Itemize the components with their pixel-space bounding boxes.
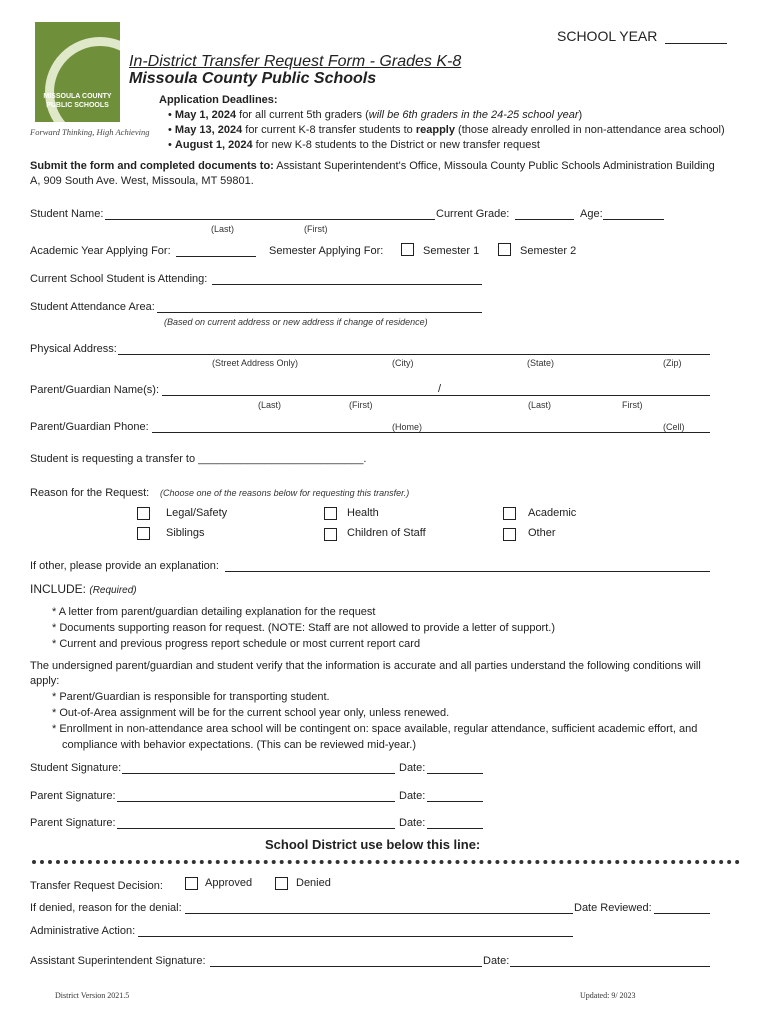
- legal-safety-label: Legal/Safety: [166, 507, 228, 519]
- current-school-label: Current School Student is Attending:: [30, 273, 208, 285]
- condition-item-cont: compliance with behavior expectations. (This can be reviewed mid-year.): [62, 739, 416, 751]
- semester2-checkbox[interactable]: [498, 243, 511, 256]
- denied-checkbox[interactable]: [275, 877, 288, 890]
- guardian-first-caption: (First): [349, 400, 373, 410]
- parent-date-label: Date:: [399, 790, 426, 802]
- city-caption: (City): [392, 358, 414, 368]
- attendance-area-label: Student Attendance Area:: [30, 301, 155, 313]
- physical-address-field[interactable]: [118, 354, 710, 355]
- parent2-date-field[interactable]: [427, 828, 483, 829]
- explanation-field[interactable]: [225, 571, 710, 572]
- transfer-to-line[interactable]: Student is requesting a transfer to ___________________________.: [30, 453, 367, 465]
- state-caption: (State): [527, 358, 555, 368]
- other-checkbox[interactable]: [503, 528, 516, 541]
- approved-checkbox[interactable]: [185, 877, 198, 890]
- guardian-last-caption: (Last): [258, 400, 282, 410]
- deadline-item: • May 1, 2024 for all current 5th graders (will be 6th graders in the 24-25 school year): [168, 109, 583, 121]
- district-name: Missoula County Public Schools: [129, 70, 377, 87]
- student-name-field[interactable]: [105, 219, 435, 220]
- denied-reason-field[interactable]: [185, 913, 573, 914]
- parent-signature-field[interactable]: [117, 801, 395, 802]
- admin-action-field[interactable]: [138, 936, 573, 937]
- guardian2-first-caption: First): [622, 400, 643, 410]
- zip-caption: (Zip): [663, 358, 682, 368]
- date-reviewed-label: Date Reviewed:: [574, 902, 652, 914]
- current-school-field[interactable]: [212, 284, 482, 285]
- attendance-note: (Based on current address or new address if change of residence): [164, 317, 428, 327]
- dotted-divider: [32, 860, 740, 864]
- children-of-staff-checkbox[interactable]: [324, 528, 337, 541]
- guardian-names-label: Parent/Guardian Name(s):: [30, 384, 159, 396]
- asst-date-field[interactable]: [510, 966, 710, 967]
- parent-date-field[interactable]: [427, 801, 483, 802]
- academic-year-label: Academic Year Applying For:: [30, 245, 171, 257]
- date-reviewed-field[interactable]: [654, 913, 710, 914]
- admin-action-label: Administrative Action:: [30, 925, 136, 937]
- first-caption: (First): [304, 224, 328, 234]
- submit-instructions: Submit the form and completed documents to: Assistant Superintendent's Office, Missoula County Public Schools Administration Building: [30, 160, 715, 172]
- condition-item: * Out-of-Area assignment will be for the current school year only, unless renewed.: [52, 707, 450, 719]
- logo-text: MISSOULA COUNTY PUBLIC SCHOOLS: [43, 93, 112, 109]
- other-label: Other: [528, 527, 556, 539]
- parent2-date-label: Date:: [399, 817, 426, 829]
- guardian-names-field[interactable]: [162, 395, 710, 396]
- form-title: In-District Transfer Request Form - Grades K-8: [129, 53, 462, 70]
- current-grade-field[interactable]: [515, 219, 574, 220]
- academic-checkbox[interactable]: [503, 507, 516, 520]
- version-footer: District Version 2021.5: [55, 991, 130, 1000]
- reason-label: Reason for the Request:: [30, 487, 150, 499]
- physical-address-label: Physical Address:: [30, 343, 117, 355]
- current-grade-label: Current Grade:: [436, 208, 510, 220]
- district-use-heading: School District use below this line:: [265, 837, 481, 852]
- student-signature-label: Student Signature:: [30, 762, 122, 774]
- semester1-label: Semester 1: [423, 245, 480, 257]
- siblings-checkbox[interactable]: [137, 527, 150, 540]
- approved-label: Approved: [205, 877, 253, 889]
- updated-footer: Updated: 9/ 2023: [580, 991, 636, 1000]
- deadlines-heading: Application Deadlines:: [159, 94, 278, 106]
- legal-safety-checkbox[interactable]: [137, 507, 150, 520]
- denied-reason-label: If denied, reason for the denial:: [30, 902, 182, 914]
- guardian2-last-caption: (Last): [528, 400, 552, 410]
- semester2-label: Semester 2: [520, 245, 577, 257]
- condition-item: * Parent/Guardian is responsible for transporting student.: [52, 691, 330, 703]
- siblings-label: Siblings: [166, 527, 205, 539]
- student-signature-field[interactable]: [122, 773, 395, 774]
- conditions-intro-cont: apply:: [30, 675, 60, 687]
- children-of-staff-label: Children of Staff: [347, 527, 426, 539]
- submit-address: A, 909 South Ave. West, Missoula, MT 59801.: [30, 175, 254, 187]
- district-logo: [35, 22, 120, 122]
- last-caption: (Last): [211, 224, 235, 234]
- decision-label: Transfer Request Decision:: [30, 880, 163, 892]
- home-caption: (Home): [392, 422, 423, 432]
- asst-signature-field[interactable]: [210, 966, 482, 967]
- semester-label: Semester Applying For:: [269, 245, 384, 257]
- deadline-item: • August 1, 2024 for new K-8 students to the District or new transfer request: [168, 139, 540, 151]
- student-name-label: Student Name:: [30, 208, 104, 220]
- guardian-phone-field[interactable]: [152, 432, 710, 433]
- age-field[interactable]: [603, 219, 664, 220]
- conditions-intro: The undersigned parent/guardian and student verify that the information is accurate and all parties understand the following conditions will: [30, 660, 701, 672]
- student-date-field[interactable]: [427, 773, 483, 774]
- reason-note: (Choose one of the reasons below for requesting this transfer.): [160, 488, 410, 498]
- street-caption: (Street Address Only): [212, 358, 299, 368]
- parent2-signature-field[interactable]: [117, 828, 395, 829]
- school-year-field[interactable]: [665, 43, 727, 44]
- asst-signature-label: Assistant Superintendent Signature:: [30, 955, 206, 967]
- condition-item: * Enrollment in non-attendance area school will be contingent on: space available, regular attendance, sufficient academic effort, and: [52, 723, 698, 735]
- include-item: * Current and previous progress report schedule or most current report card: [52, 638, 421, 650]
- deadline-item: • May 13, 2024 for current K-8 transfer students to reapply (those already enrolled in non-attendance area school): [168, 124, 725, 136]
- health-label: Health: [347, 507, 379, 519]
- semester1-checkbox[interactable]: [401, 243, 414, 256]
- parent-signature-label: Parent Signature:: [30, 790, 116, 802]
- school-year-label: SCHOOL YEAR: [557, 28, 658, 44]
- logo-tagline: Forward Thinking, High Achieving: [30, 127, 150, 137]
- age-label: Age:: [580, 208, 603, 220]
- guardian-slash: /: [438, 383, 442, 395]
- denied-label: Denied: [296, 877, 331, 889]
- student-date-label: Date:: [399, 762, 426, 774]
- attendance-area-field[interactable]: [157, 312, 482, 313]
- include-heading: INCLUDE: (Required): [30, 582, 137, 596]
- guardian-phone-label: Parent/Guardian Phone:: [30, 421, 149, 433]
- include-item: * Documents supporting reason for request. (NOTE: Staff are not allowed to provide a letter of support.): [52, 622, 555, 634]
- cell-caption: (Cell): [663, 422, 685, 432]
- include-item: * A letter from parent/guardian detailing explanation for the request: [52, 606, 376, 618]
- asst-date-label: Date:: [483, 955, 510, 967]
- parent2-signature-label: Parent Signature:: [30, 817, 116, 829]
- academic-label: Academic: [528, 507, 577, 519]
- health-checkbox[interactable]: [324, 507, 337, 520]
- academic-year-field[interactable]: [176, 256, 256, 257]
- explanation-label: If other, please provide an explanation:: [30, 560, 219, 572]
